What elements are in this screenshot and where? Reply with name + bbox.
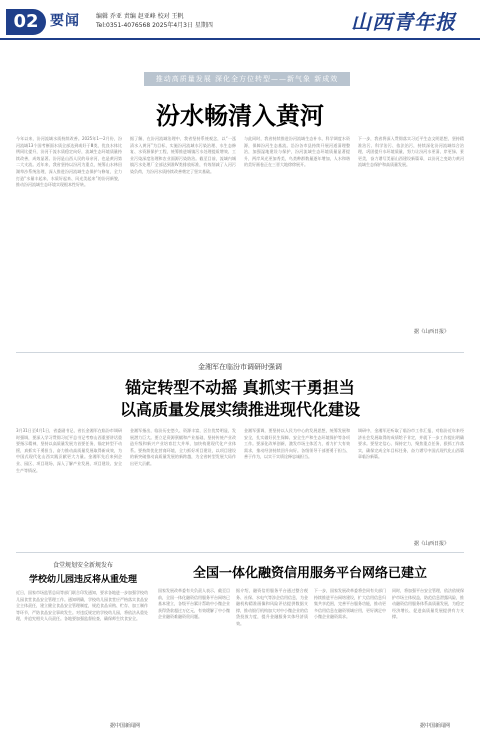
- section-divider-2: [16, 552, 464, 553]
- sidebar-headline: 学校幼儿园违反将从重处理: [28, 575, 137, 585]
- article2-column-4: 调研中，金湘军还听取了临汾市工作汇报，对临汾近年来经济社会发展取得的成绩给予肯定，并就下一步工作提出明确要求。要坚定信心、保持定力，聚焦重点任务，狠抓工作落实，确保完成全年目标任务，奋力谱写中国式现代化山西篇章临汾新篇。: [358, 428, 464, 460]
- article2-headline-line2: 以高质量发展实绩推进现代化建设: [119, 400, 360, 419]
- article2-source: 据《山西日报》: [414, 541, 450, 547]
- contact-date-line: Tel:0351-4076568 2025年4月3日 星期四: [96, 22, 213, 29]
- article2-column-1: 3月31日至4月1日，省委副书记、省长金湘军在临汾市调研时强调，要深入学习贯彻习近平总书记考察山西重要讲话重要指示精神，坚持以高质量发展为首要任务，锚定转型不动摇，真抓实干勇担当，奋力推动高质量发展取得新成效，为中国式现代化山西实践贡献更大力量。金湘军先后来到企业、园区、项目现场，深入了解产业发展、项目建设、安全生产等情况。: [16, 428, 122, 473]
- masthead: [0, 0, 480, 46]
- article3-column-2: 据介绍，融资信用服务平台通过整合税务、社保、水电气等涉企信用信息，为金融机构精准画像和风险评估提供数据支撑，推动银行机构加大对中小微企业的信贷投放力度，提升金融服务实体经济质效。: [236, 588, 308, 626]
- article3-source: 据中国新闻网: [420, 723, 451, 729]
- sidebar-body: 近日，国家市场监管总局等部门联合印发通知，要求各地进一步加强学校幼儿园食堂食品安全管理工作。通知明确，学校幼儿园食堂应严格落实食品安全主体责任，建立健全食品安全管理制度，规范食品采购、贮存、加工制作等环节，严防食品安全事故发生。对违反规定的学校幼儿园，将依法从重处理，并追究相关人员责任。各地要加强监督检查，确保师生饮食安全。: [16, 590, 148, 622]
- editor-line: 编辑 乔亚 责编 赵亚峰 校对 王帆: [96, 13, 184, 20]
- article3-column-4: 同时，将加强平台安全管理，依法依规保护市场主体权益，防范信息泄露风险，推动融资信用服务体系高质量发展，为稳定经济增长、促进高质量发展提供有力支撑。: [392, 588, 464, 620]
- sidebar-source: 据中国新闻网: [110, 723, 141, 729]
- article3-column-1: 国家发展改革委有关负责人表示，截至目前，全国一体化融资信用服务平台网络已基本建立，各级平台累计帮助中小微企业获得贷款超过万亿元，有效缓解了中小微企业融资难融资贵问题。: [158, 588, 230, 620]
- article1-source: 据《山西日报》: [414, 329, 450, 335]
- article1-column-1: 今年以来，汾河流域水质持续改善。2025年1—2月份，汾河流域13个国考断面水质全部达到或好于Ⅲ类，优良水体比例同比提升，汾河干流水质稳定向好，流域生态环境质量持续改善，成效显著。汾河是山西人民的母亲河，也是黄河第二大支流。近年来，我省坚持以汾河为重点，统筹山水林田湖草沙系统治理，深入推进汾河流域生态保护与修复，全力打造“水量丰起来、水质好起来、风光美起来”的汾河新貌，推动汾河流域生态环境实现根本性好转。: [16, 136, 122, 188]
- newspaper-logo: 山西青年报: [351, 10, 456, 34]
- sidebar-heading: [18, 560, 148, 585]
- article2-column-2: 金湘军指出，临汾历史悠久、资源丰富，区位优势明显，发展潜力巨大。要立足资源禀赋和产业基础，坚持传统产业改造升级和新兴产业培育壮大并举，加快构建现代化产业体系。要持续优化营商环境，全力抓好项目建设，以项目建设的新突破推动高质量发展的新跨越，为全省转型发展大局作出更大贡献。: [130, 428, 236, 466]
- article1-headline: 汾水畅清入黄河: [156, 102, 324, 130]
- sidebar-kicker: 食堂规划安全新规发布: [52, 562, 113, 569]
- article2-column-3: 金湘军强调，要坚持以人民为中心的发展思想，统筹发展和安全，扎实做好民生保障、安全生产和生态环境保护等各项工作。要深化改革创新，激发市场主体活力，着力扩大有效需求，推动经济持续回升向好。各级领导干部要勇于担当、善于作为，以实干实绩诠释忠诚担当。: [244, 428, 350, 460]
- section-title: 要闻: [50, 13, 80, 29]
- article3-headline: 全国一体化融资信用服务平台网络已建立: [192, 566, 427, 581]
- article1-banner: 推动高质量发展 深化全方位转型——新气象 新成效: [144, 72, 350, 86]
- masthead-rule: [0, 38, 480, 40]
- article1-column-4: 下一步，我省将深入贯彻落实习近平生态文明思想，坚持精准治污、科学治污、依法治污，持续深化汾河流域综合治理，巩固提升水环境质量，努力让汾河水更清、岸更绿、景更美，奋力谱写美丽山西建设新篇章，以汾河之变助力黄河流域生态保护和高质量发展。: [358, 136, 464, 168]
- section-divider: [16, 352, 464, 353]
- article2-kicker: 金湘军在临汾市调研时强调: [198, 363, 282, 371]
- article1-column-2: 据了解，在汾河流域治理中，我省坚持系统观念，以“一泓清水入黄河”为目标，实施汾河流域水污染治理、水生态修复、水资源保护工程，统筹推进城镇污水处理提质增效、工业污染深度治理和农业面源污染防治。截至目前，流域内城镇污水处理厂全部达到准Ⅳ类排放标准，有效削减了入河污染负荷，为汾河水质持续改善奠定了坚实基础。: [130, 136, 236, 174]
- article3-column-3: 下一步，国家发展改革委将会同有关部门持续推进平台网络建设，扩大信用信息归集共享范围，完善平台服务功能，推动更多信用信息在融资领域应用，更好满足中小微企业融资需求。: [314, 588, 386, 620]
- article2-headline-line1: 锚定转型不动摇 真抓实干勇担当: [125, 378, 355, 397]
- article1-column-3: 与此同时，我省持续推进汾河流域生态补水，科学调度水资源，保障汾河生态基流。沿汾各市县持续开展河道清理整治，加强湿地建设与保护，汾河流域生态环境质量显著提升，两岸风光更加秀美，鸟类种群数量逐年增加，人水和谐的美好画卷正在三晋大地徐徐展开。: [244, 136, 350, 168]
- page-number: 02: [6, 9, 46, 35]
